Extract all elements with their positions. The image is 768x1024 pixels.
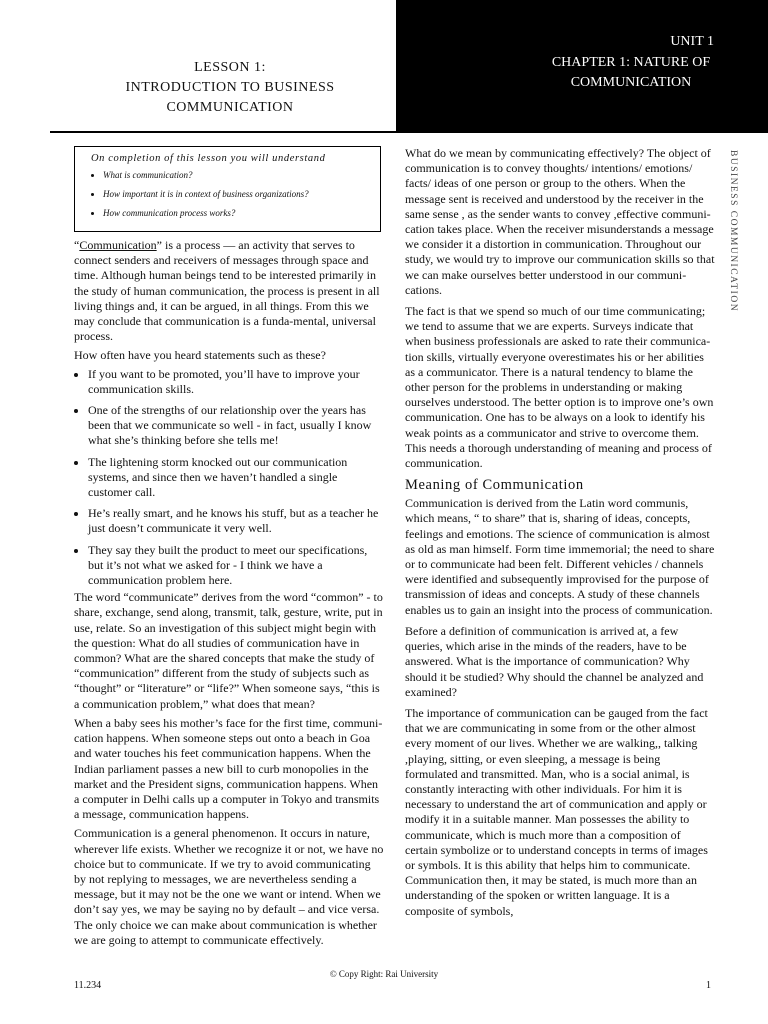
statements-list [74, 367, 384, 589]
examples-paragraph: When a baby sees his mother’s face for the first time, communi-cation happens. When someone steps out onto a beach in Goa and water touches his feet communication happens. When the Indian parliament passes a new bill to curb monopolies in the market and the President signs, communication happens. When a computer in Delhi calls up a computer in Tokyo and transmits a message, communication happens. [74, 715, 383, 822]
lesson-title-line1: LESSON 1: [194, 60, 266, 75]
objectives-list [89, 168, 366, 221]
lesson-title-line2: INTRODUCTION TO BUSINESS [125, 80, 335, 95]
statement-item: • One of the strengths of our relationship over the years has been that we communicate so well - in fact, usually I know what she’s thinking before she tells me! [88, 403, 384, 449]
intro-paragraph [74, 238, 384, 344]
objectives-box [74, 146, 381, 232]
statement-item: • He’s really smart, and he knows his stuff, but as a teacher he just doesn’t communicate it very well. [88, 506, 384, 536]
statement-item: • They say they built the product to meet our specifications, but it’s not what we asked for - I think we have a communication problem here. [88, 543, 384, 589]
definition-paragraph: Before a definition of communication is arrived at, a few queries, which arise in the minds of the readers, have to be answered. What is the importance of communication? Why should it be studied? Why should the channel be analyzed and examined? [405, 623, 704, 699]
section-heading: Meaning of Communication [405, 477, 584, 494]
objectives-heading: On completion of this lesson you will understand [91, 153, 326, 164]
left-column [74, 238, 384, 952]
chapter-title [536, 53, 726, 93]
unit-label: UNIT 1 [670, 34, 714, 49]
lesson-title [80, 58, 380, 118]
experts-paragraph: The fact is that we spend so much of our time communicating; we tend to assume that we are experts. Surveys indicate that when business professionals are asked to rate their communica-tion skills, virtually everyone overestimates his or her abilities as a communicator. There is a natural tendency to blame the other person for the problems in understanding or making ourselves understood. The better option is to improve one’s own communication. One has to be always on a look to identify his weak points as a communicator and strive to overcome them. This needs a thorough understanding of meaning and process of communication. [405, 304, 714, 471]
right-column [405, 146, 715, 925]
page-number: 1 [706, 980, 711, 991]
phenomenon-paragraph: Communication is a general phenomenon. It occurs in nature, wherever life exists. Whether we recognize it or not, we have no choice but to communicate. If we try to avoid communicating by not replying to messages, we are nevertheless sending a message, but it may not be the one we want or intend. When we don’t say yes, we may be saying no by default – and vice versa. The only choice we can make about communication is whether we are going to attempt to communicate effectively. [74, 826, 384, 947]
open-quote: “ [74, 238, 80, 252]
chapter-title-line2: COMMUNICATION [570, 75, 692, 90]
lesson-title-line3: COMMUNICATION [166, 100, 294, 115]
meaning-paragraph: Communication is derived from the Latin word communis, which means, “ to share” that is, sharing of ideas, concepts, feelings and emotions. The science of communication is almost as old as man himself. Form time immemorial; the need to share or to communicate had been felt. Different vehicles / channels were identified and subsequently improvised for the purpose of transmission of ideas and concepts. A study of these channels enables us to gain an insight into the process of communication. [405, 496, 715, 617]
intro-text: ” is a process — an activity that serves to connect senders and receivers of messages through space and time. Although human beings tend to be interested primarily in the study of human communication, the process is present in all living things and, it can be argued, in all things. From this we may conclude that communication is a funda-mental, universal process. [74, 238, 380, 344]
chapter-title-line1: CHAPTER 1: NATURE OF [551, 55, 711, 70]
statement-item: • The lightening storm knocked out our communication systems, and since then we haven’t handled a single customer call. [88, 455, 384, 501]
objective-item: • How important it is in context of business organizations? [103, 187, 366, 202]
header-divider [50, 131, 396, 133]
objective-item: • How communication process works? [103, 206, 366, 221]
side-running-title: BUSINESS COMMUNICATION [728, 150, 738, 313]
statement-item: • If you want to be promoted, you’ll have to improve your communication skills. [88, 367, 384, 397]
communication-term: Communication [79, 238, 157, 252]
word-origin-paragraph: The word “communicate” derives from the word “common” - to share, exchange, send along, transmit, talk, gesture, write, put in use, relate. So an investigation of this subject might begin with the question: What do all studies of communication have in common? What are the shared concepts that make the study of “communication” different from the study of subjects such as “thought” or “literature” or “life?” When someone says, “this is a communication problem,” what does that mean? [74, 590, 383, 711]
header-banner [396, 0, 768, 133]
objective-item: • What is communication? [103, 168, 366, 183]
copyright-notice: © Copy Right: Rai University [329, 969, 439, 979]
course-code: 11.234 [74, 980, 102, 991]
statements-lead: How often have you heard statements such as these? [74, 348, 326, 363]
importance-paragraph: The importance of communication can be gauged from the fact that we are communicating in some from or the other almost every moment of our lives. Whether we are walking,, talking ,playing, sitting, or even sleeping, a message is being formulated and transmitted. Man, who is a social animal, is constantly interacting with other individuals. For him it is necessary to understand the art of communication and apply or modify it in a suitable manner. Man possesses the ability to communicate, which is much more than a composition of certain symbolize or to understand concepts in terms of images or symbols. It is this ability that helps him to communicate. Communication then, it may be stated, is much more than an understanding of the spoken or written language. It is a composite of symbols, [405, 705, 708, 918]
effective-communication-paragraph: What do we mean by communicating effectively? The object of communication is to convey thoughts/ intentions/ emotions/ facts/ ideas of one person or group to the others. When the message sent is received and understood by the receiver in the same sense , as the sender wants to convey ,effective communi-cation takes place. When the receiver misunderstands a message we consider it a distortion in communication. Throughout our study, we would try to improve our communication skills so that we can make ourselves better understood in our communi-cations. [405, 146, 715, 297]
